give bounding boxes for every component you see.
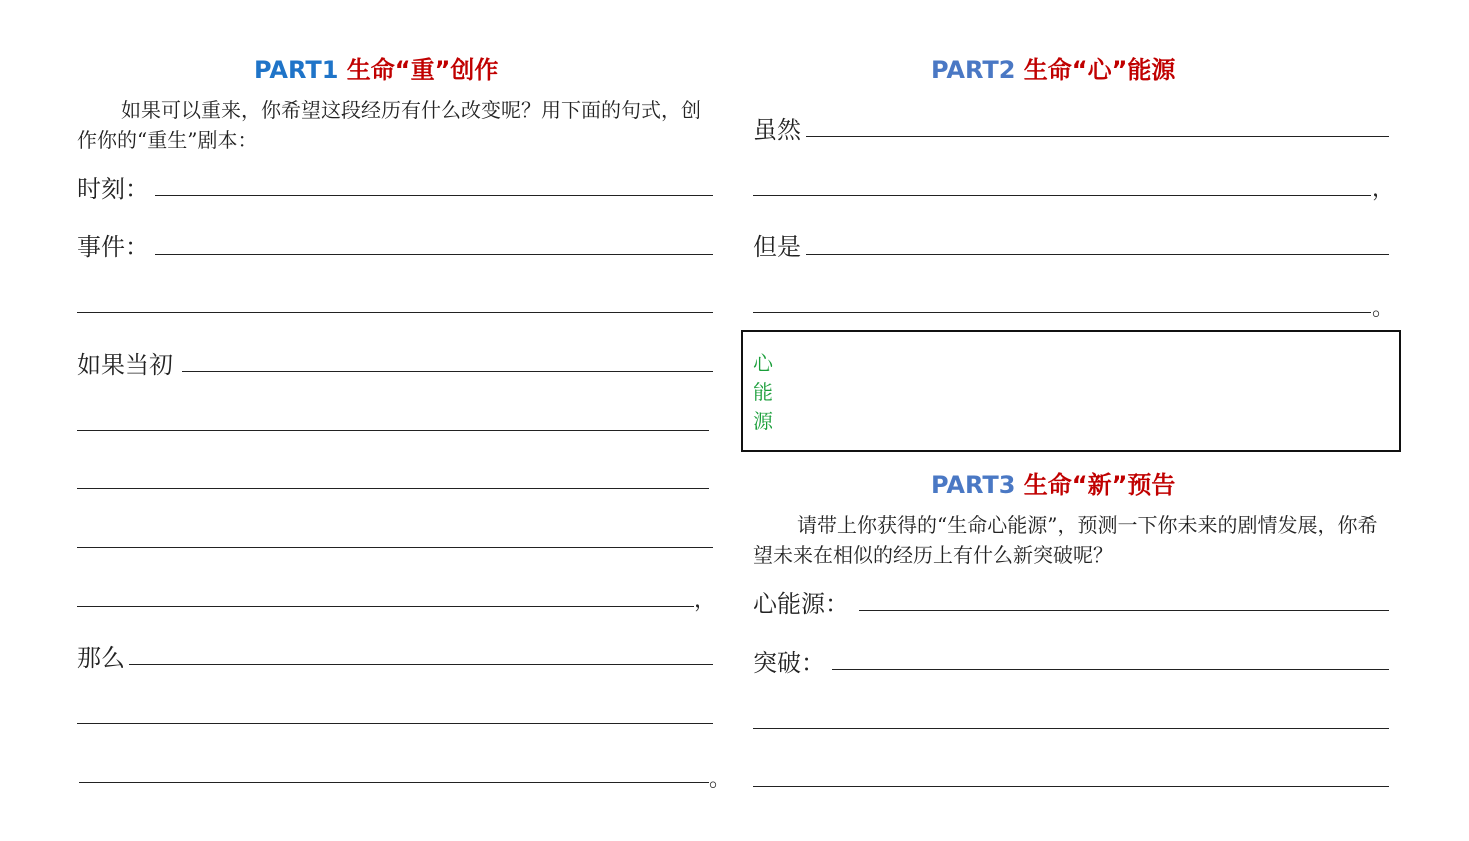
energy-label: 心能源： <box>753 590 849 618</box>
breakthrough-answer-line[interactable] <box>832 669 1389 670</box>
but-answer-line-2[interactable] <box>753 312 1371 313</box>
event-answer-line-2[interactable] <box>77 312 713 313</box>
if-answer-line[interactable] <box>182 371 713 372</box>
energy-answer-line[interactable] <box>859 610 1389 611</box>
although-answer-line[interactable] <box>806 136 1389 137</box>
part1-label: PART1 <box>254 56 339 84</box>
if-answer-line-3[interactable] <box>77 488 709 489</box>
part2-label: PART2 <box>931 56 1016 84</box>
part3-instruction: 请带上你获得的“生命心能源”，预测一下你未来的剧情发展，你希望未来在相似的经历上有什么新突破呢？ <box>753 513 1378 567</box>
part1-instruction: 如果可以重来，你希望这段经历有什么改变呢？用下面的句式，创作你的“重生”剧本： <box>77 98 701 152</box>
then-period: 。 <box>709 767 732 792</box>
heart-energy-box-label: 心能源 <box>753 351 773 433</box>
breakthrough-answer-line-3[interactable] <box>753 786 1389 787</box>
if-answer-line-4[interactable] <box>77 547 713 548</box>
part3-title: 生命“新”预告 <box>1023 471 1176 499</box>
then-label: 那么 <box>77 644 125 672</box>
although-answer-line-2[interactable] <box>753 195 1371 196</box>
part1-heading <box>254 50 498 85</box>
part2-title: 生命“心”能源 <box>1023 56 1176 84</box>
time-answer-line[interactable] <box>155 195 713 196</box>
part3-label: PART3 <box>931 471 1016 499</box>
although-comma: ， <box>1372 177 1395 202</box>
event-answer-line[interactable] <box>155 254 713 255</box>
breakthrough-answer-line-2[interactable] <box>753 728 1389 729</box>
then-answer-line-2[interactable] <box>77 723 713 724</box>
although-label: 虽然 <box>753 116 801 144</box>
if-comma: ， <box>694 588 717 613</box>
part2-heading <box>931 50 1175 85</box>
but-period: 。 <box>1372 296 1395 321</box>
part1-title: 生命“重”创作 <box>346 56 499 84</box>
time-label: 时刻： <box>77 175 149 203</box>
breakthrough-label: 突破： <box>753 649 825 677</box>
but-label: 但是 <box>753 233 801 261</box>
heart-energy-box[interactable] <box>741 330 1401 452</box>
if-answer-line-5[interactable] <box>77 606 694 607</box>
event-label: 事件： <box>77 233 149 261</box>
part3-heading <box>931 465 1175 500</box>
if-label: 如果当初 <box>77 351 173 379</box>
then-answer-line-3[interactable] <box>79 782 709 783</box>
if-answer-line-2[interactable] <box>77 430 709 431</box>
but-answer-line[interactable] <box>806 254 1389 255</box>
then-answer-line[interactable] <box>129 664 713 665</box>
